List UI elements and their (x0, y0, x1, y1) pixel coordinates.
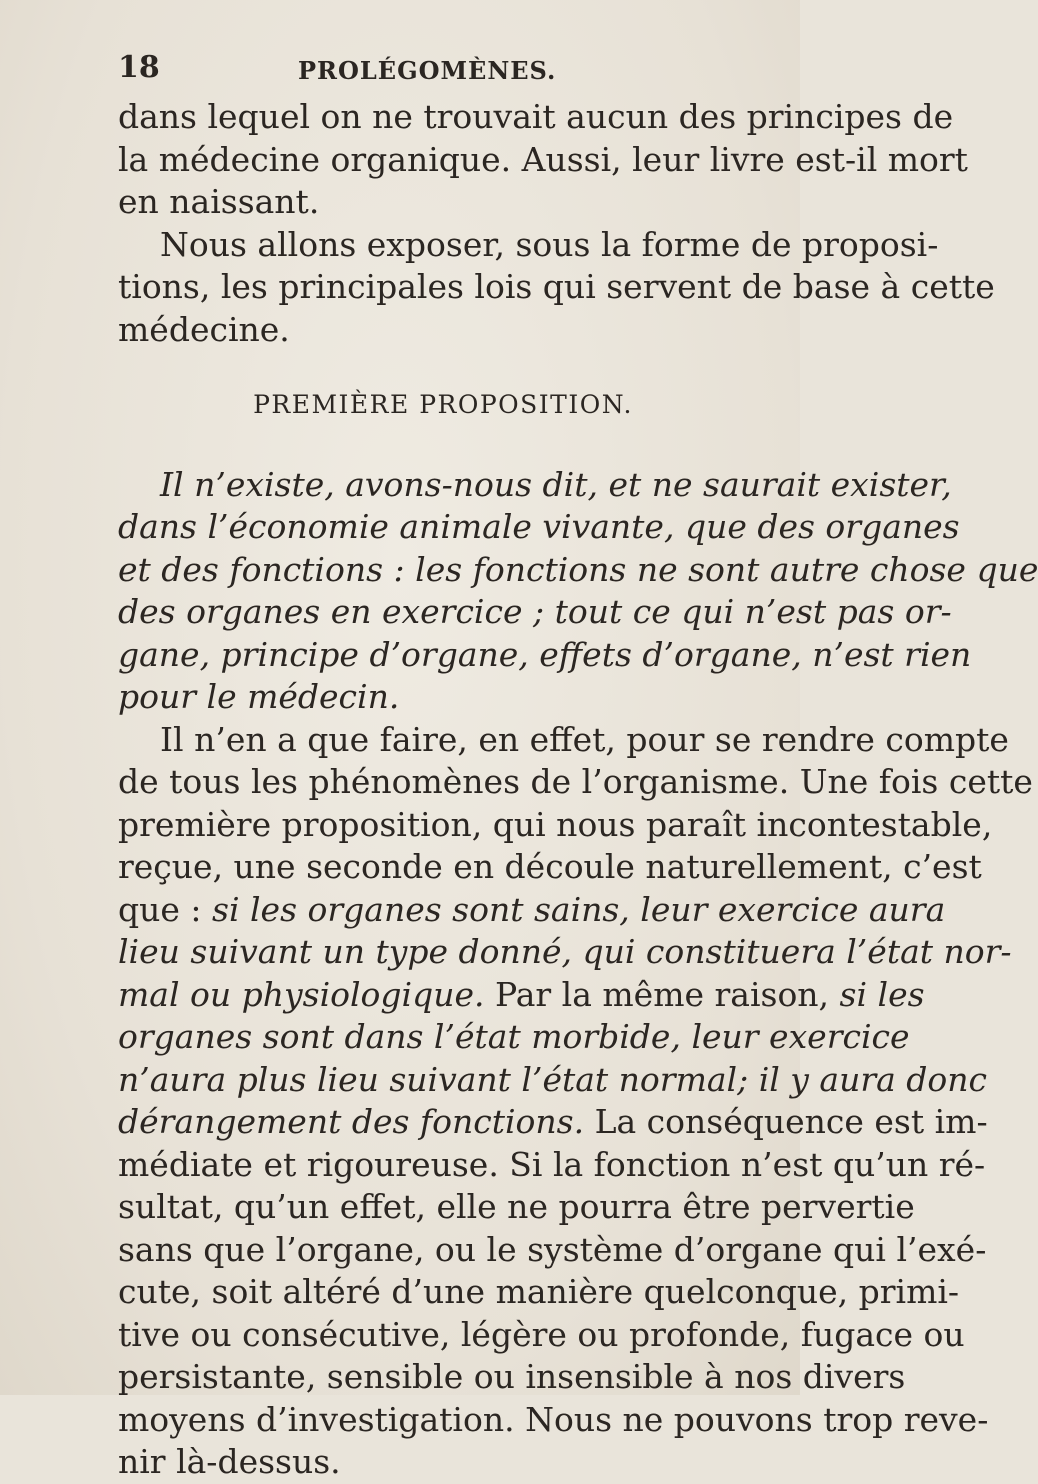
text-italic: si les organes sont sains, leur exercice aura (212, 889, 946, 929)
text-line: lieu suivant un type donné, qui constituera l’état nor- (118, 932, 1012, 971)
text-line: cute, soit altéré d’une manière quelconque, primi- (118, 1272, 960, 1311)
page-header (118, 50, 678, 90)
proposition-line: des organes en exercice ; tout ce qui n’est pas or- (118, 592, 952, 631)
text-line (118, 974, 925, 1017)
text-line: médecine. (118, 309, 290, 349)
text-line: première proposition, qui nous paraît incontestable, (118, 804, 993, 844)
proposition-line: et des fonctions : les fonctions ne sont autre chose que (118, 549, 1038, 589)
proposition-line: dans l’économie animale vivante, que des organes (118, 507, 960, 546)
text-line: la médecine organique. Aussi, leur livre est-il mort (118, 139, 968, 179)
text-italic: dérangement des fonctions. (118, 1102, 585, 1141)
text-line: organes sont dans l’état morbide, leur exercice (118, 1017, 910, 1056)
proposition-line: pour le médecin. (118, 677, 400, 716)
text-line: n’aura plus lieu suivant l’état normal; il y aura donc (118, 1059, 988, 1099)
proposition-line: gane, principe d’organe, effets d’organe, n’est rien (118, 634, 972, 674)
text-line: de tous les phénomènes de l’organisme. Une fois cette (118, 762, 1033, 801)
text-line (118, 1101, 988, 1144)
section-heading: PREMIÈRE PROPOSITION. (253, 390, 633, 419)
text-line: sultat, qu’un effet, elle ne pourra être pervertie (118, 1187, 915, 1226)
page-number: 18 (118, 50, 160, 85)
text-line: persistante, sensible ou insensible à nos divers (118, 1357, 906, 1396)
proposition-line: Il n’existe, avons-nous dit, et ne saurait exister, (160, 464, 952, 504)
running-title: PROLÉGOMÈNES. (298, 56, 557, 85)
text-line: tive ou consécutive, légère ou profonde, fugace ou (118, 1314, 965, 1354)
text-line: Nous allons exposer, sous la forme de proposi- (160, 224, 939, 264)
text-line: reçue, une seconde en découle naturellement, c’est (118, 847, 982, 886)
text-italic: mal ou physiologique. (118, 974, 485, 1014)
text-roman: que : (118, 889, 213, 929)
text-line: sans que l’organe, ou le système d’organe qui l’exé- (118, 1229, 987, 1269)
text-line: tions, les principales lois qui servent de base à cette (118, 267, 995, 306)
text-italic: si les (839, 974, 925, 1014)
text-line (118, 889, 946, 932)
text-line: Il n’en a que faire, en effet, pour se rendre compte (160, 719, 1009, 759)
text-line: dans lequel on ne trouvait aucun des principes de (118, 97, 954, 136)
text-line: nir là-dessus. (118, 1442, 341, 1481)
body-text (118, 96, 1038, 1484)
text-roman: Par la même raison, (484, 974, 840, 1014)
text-roman: La conséquence est im- (584, 1102, 988, 1141)
text-line: en naissant. (118, 182, 320, 221)
text-line: médiate et rigoureuse. Si la fonction n’est qu’un ré- (118, 1144, 986, 1184)
text-line: moyens d’investigation. Nous ne pouvons trop reve- (118, 1399, 989, 1439)
